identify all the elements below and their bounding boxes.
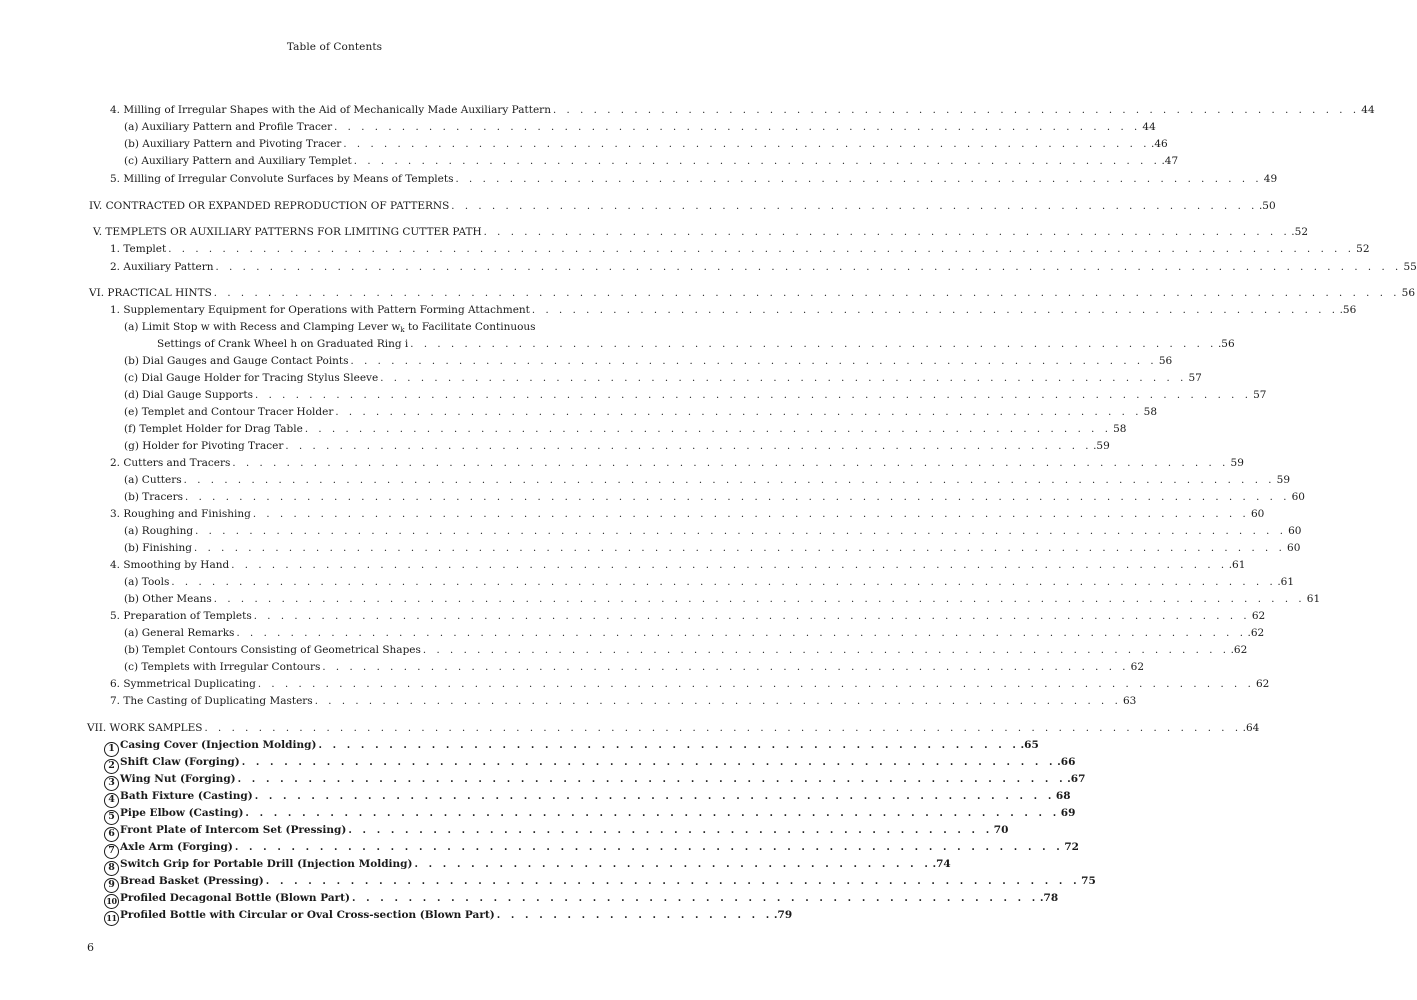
toc-entry (110, 242, 1370, 257)
toc-page-number: 60 (1250, 508, 1265, 520)
toc-entry-title: (b) Tracers (124, 491, 184, 503)
toc-page-number: 61 (1306, 593, 1321, 605)
toc-entry (124, 137, 1168, 152)
toc-page-number: 56 (1158, 355, 1173, 367)
leader-dots: . . . . . . . . . . . . . . . . . . . . . . . . . . . . . . . . . . . . . . . . . . . . . . . . . . . . . . . . . . . . . . . . . . . . . . . . . . . . . . . . . (213, 594, 1306, 605)
toc-page-number: .56 (1339, 304, 1357, 316)
work-sample-title: Shift Claw (Forging) (120, 756, 240, 768)
toc-entry (124, 405, 1158, 420)
leader-dots: . . . . . . . . . . . . . . . . . . . . . . . . . . . . . . . . . . . . . . . . . . . . . . . . . . . . . . . . . . . . (422, 645, 1230, 656)
toc-entry (124, 154, 1179, 169)
toc-entry-title: 2. Cutters and Tracers (110, 457, 231, 469)
leader-dots: . . . . . . . . . . . . . . . . . . . . . . . . . . . . . . . . . . . . . . . . . . . . . . . . . . . . . . . . . . . . (380, 373, 1187, 384)
work-sample-entry (104, 789, 1071, 808)
toc-entry-text: (a) Limit Stop w with Recess and Clamping Lever w (124, 321, 401, 333)
toc-entry-title: 1. Templet (110, 243, 167, 255)
work-sample-entry (104, 908, 793, 926)
toc-entry (124, 473, 1291, 488)
toc-page-number: 49 (1263, 173, 1278, 185)
toc-page-number: 57 (1188, 372, 1202, 384)
toc-entry-title (104, 908, 497, 926)
leader-dots: . . . . . . . . . . . . . . . . . . . . . . . . . . . . . . . . . . . . . . . . . . . . . . . . . . . . . . . . . . . . . . . . . . . . . . . . . . . (236, 628, 1247, 639)
leader-dots: . . . . . . . . . . . . . . . . . . . . . . . . . . . . . . . . . . . . . . . . . . . . . . . . . . . . . . . . . . . . . . . . . . . . . . . . . . (231, 560, 1228, 571)
toc-entry (110, 303, 1357, 318)
toc-entry-title: 6. Symmetrical Duplicating (110, 678, 256, 690)
toc-entry-title: (c) Dial Gauge Holder for Tracing Stylus Sleeve (124, 372, 379, 384)
toc-entry-title: (c) Auxiliary Pattern and Auxiliary Templet (124, 155, 352, 167)
leader-dots: . . . . . . . . . . . . . . . . . . . . . . . . . . . . . . . . . . . . . . . . . . . . . . . . . . . . . . . . . . . . . . . . . . . . . . . . . . . . . . . . . . . . . . . . (168, 244, 1355, 255)
toc-entry (124, 575, 1295, 590)
leader-dots: . . . . . . . . . . . . . . . . . . . . . . . . . . . . . . . . . . . . . . . . . . . . . . . . . . . . . . . . . . . . . . . . . . . . . . . . . . . . . . . . . (194, 543, 1286, 554)
leader-dots: . . . . . . . . . . . . . . . . . . . . . . . . . . . . . . . . . . . . . . . . . . . . . . . . . . . . . . . . . . . . (451, 201, 1258, 212)
toc-entry-title: (b) Dial Gauges and Gauge Contact Points (124, 355, 349, 367)
toc-page-number: .66 (1057, 756, 1076, 768)
toc-page-number: .61 (1277, 576, 1295, 588)
work-sample-title: Profiled Decagonal Bottle (Blown Part) (120, 892, 350, 904)
toc-chapter-title: VII. WORK SAMPLES (87, 722, 203, 734)
work-sample-entry (104, 891, 1059, 909)
toc-entry (110, 260, 1417, 275)
leader-dots: . . . . . . . . . . . . . . . . . . . . . . . . . . . . . . . . . . . . . . . . . . . . . . . . . . . . . . . . . . . . (334, 122, 1141, 133)
circled-number-badge: 7 (104, 844, 119, 859)
toc-page-number: 60 (1291, 491, 1305, 503)
leader-dots: . . . . . . . . . . . . . . . . . . . . . . . . . . . . . . . . . . . . . . . . . . . . . . . . . . . . . . . . . . . . (552, 105, 1360, 116)
leader-dots: . . . . . . . . . . . . . . . . . . . . . . . . . . . . . . . . . . . . . . . . . . . . . . . . . . . . . . . . . . . . . . . . . . . . . . . . . . (252, 509, 1250, 520)
toc-chapter-title: IV. CONTRACTED OR EXPANDED REPRODUCTION OF PATTERNS (89, 200, 450, 212)
leader-dots: . . . . . . . . . . . . . . . . . . . . . . . . . . . . . . . . . . . . . . . . . . . . . . . . . . . . . . . . . . (265, 876, 1081, 887)
toc-entry-title (104, 806, 245, 825)
toc-entry-title: (b) Auxiliary Pattern and Pivoting Tracer (124, 138, 342, 150)
page-number-footer: 6 (87, 941, 94, 954)
toc-page-number: .56 (1217, 338, 1235, 350)
leader-dots: . . . . . . . . . . . . . . . . . . . . . . . . . . . . . . . . . . . . . . . . . . . . . . . . . (351, 893, 1039, 904)
toc-chapter-title: VI. PRACTICAL HINTS (89, 287, 212, 299)
toc-entry (110, 609, 1266, 624)
toc-entry (124, 439, 1110, 454)
toc-chapter (87, 721, 1260, 736)
toc-entry (110, 456, 1244, 471)
toc-entry-title: 2. Auxiliary Pattern (110, 261, 214, 273)
toc-page-number: 68 (1055, 790, 1071, 802)
toc-page-number: .50 (1258, 200, 1276, 212)
circled-number-badge: 1 (104, 742, 119, 757)
toc-entry-title: 7. The Casting of Duplicating Masters (110, 695, 313, 707)
toc-chapter (89, 286, 1416, 301)
toc-chapter (93, 225, 1308, 240)
work-sample-title: Profiled Bottle with Circular or Oval Cross-section (Blown Part) (120, 909, 495, 921)
work-sample-entry (104, 857, 951, 876)
toc-page-number: .64 (1242, 722, 1260, 734)
toc-entry (124, 660, 1145, 675)
toc-page-number: 59 (1230, 457, 1244, 469)
work-sample-title: Bread Basket (Pressing) (120, 875, 264, 887)
leader-dots: . . . . . . . . . . . . . . . . . . . . . . . . . . . . . . . . . . . . . . . . . . . . . . . . . . . . . . . . . (254, 791, 1055, 802)
toc-page-number: .59 (1093, 440, 1110, 452)
toc-entry (124, 120, 1156, 135)
toc-page-number: 57 (1253, 389, 1267, 401)
leader-dots: . . . . . . . . . . . . . . . . . . . . . . . . . . . . . . . . . . . . . . . . . . . . . . . . . . . . . . . . . . . . (285, 441, 1093, 452)
toc-entry-title: 5. Preparation of Templets (110, 610, 252, 622)
work-sample-title: Wing Nut (Forging) (120, 773, 236, 785)
circled-number-badge: 5 (104, 810, 119, 825)
leader-dots: . . . . . . . . . . . . . . . . . . . . . . . . . . . . . . . . . . . . . . . . . . . . . . . . . . . . . . . . . . . . (350, 356, 1158, 367)
toc-page-number: .52 (1291, 226, 1308, 238)
toc-page-number: .47 (1161, 155, 1179, 167)
toc-entry (110, 558, 1246, 573)
running-head: Table of Contents (286, 41, 383, 53)
toc-entry-title: (g) Holder for Pivoting Tracer (124, 440, 284, 452)
toc-entry-title: (a) Tools (124, 576, 170, 588)
leader-dots: . . . . . . . . . . . . . . . . . . . . . . . . . . . . . . . . . . . . . . . . . . . . . . . . . . (318, 740, 1020, 751)
toc-page-number: 55 (1403, 261, 1417, 273)
leader-dots: . . . . . . . . . . . . . . . . . . . . . . . . . . . . . . . . . . . . . . . . . . . . . . . . . . . . . . . . . . . . . . . . . . . . . . . . . . . . . . . . . . . . . . . . (213, 288, 1401, 299)
toc-page-number: .78 (1039, 892, 1059, 904)
leader-dots: . . . . . . . . . . . . . . . . . . . . . . . . . . . . . . . . . . . . . . . . . . . . . . . . . . . . . . . . . . . . . . . . . . . . . . . . . . (232, 458, 1229, 469)
toc-entry-continuation (157, 337, 1235, 352)
toc-page-number: 63 (1123, 695, 1137, 707)
toc-page-number: 56 (1401, 287, 1416, 299)
toc-page-number: 62 (1255, 678, 1270, 690)
leader-dots: . . . . . . . . . . . . . . . . . . . . . . . . . . . . . . . . . . . . . . . . . . . . . . . . . . . . . . . . . . . . (314, 696, 1122, 707)
toc-chapter-title: V. TEMPLETS OR AUXILIARY PATTERNS FOR LIMITING CUTTER PATH (93, 226, 482, 238)
leader-dots: . . . . . . . . . . . . . . . . . . . . . . . . . . . . . . . . . . . . . . . . . . . . . . . . . . . . . . . . . . . . . . . . . . . . . . . . . . . . . . . . . . (171, 577, 1277, 588)
leader-dots: . . . . . . . . . . . . . . . . . . . . . . . . . . . . . . . . . . . . . . . . . . . . . . . . . . . . . . . . . . . . . . . . . . . . . . . . . . (253, 611, 1251, 622)
leader-dots: . . . . . . . . . . . . . . . . . . . . . . . . . . . . . . . . . . . . . . . . . . . . . . . . . . . . . . . . . . . . . . . . . . . . . . . . . . . . . (204, 723, 1242, 734)
toc-page-number: 44 (1142, 121, 1156, 133)
toc-entry-title: Settings of Crank Wheel h on Graduated Ring i (157, 338, 409, 350)
work-sample-title: Switch Grip for Portable Drill (Injection Molding) (120, 858, 413, 870)
toc-entry (124, 626, 1265, 641)
toc-page-number: .79 (773, 909, 793, 921)
toc-page-number: .46 (1151, 138, 1168, 150)
circled-number-badge: 4 (104, 793, 119, 808)
work-sample-entry (104, 874, 1096, 893)
leader-dots: . . . . . . . . . . . . . . . . . . . . . . . . . . . . . . . . . . . . . . . . . . . . . . . . . . . . . . . . . . (241, 757, 1057, 768)
toc-entry-title: (b) Finishing (124, 542, 193, 554)
toc-entry-title (124, 320, 536, 337)
toc-entry-title: 1. Supplementary Equipment for Operations with Pattern Forming Attachment (110, 304, 530, 316)
toc-page-number: 62 (1130, 661, 1145, 673)
toc-entry-title: 3. Roughing and Finishing (110, 508, 251, 520)
toc-entry-title: 4. Smoothing by Hand (110, 559, 230, 571)
leader-dots: . . . . . . . . . . . . . . . . . . . . (496, 910, 773, 921)
leader-dots: . . . . . . . . . . . . . . . . . . . . . . . . . . . . . . . . . . . . . . . . . . . . . . . . . . . . . . . . . . . . (455, 174, 1263, 185)
leader-dots: . . . . . . . . . . . . . . . . . . . . . . . . . . . . . . . . . . . . . . . . . . . . . . . . . . . . . . . . . . . . . . . . . . . . . . . . . . . . . . . . . (183, 475, 1276, 486)
toc-entry-title: (b) Other Means (124, 593, 212, 605)
work-sample-title: Axle Arm (Forging) (120, 841, 233, 853)
toc-page-number: 58 (1113, 423, 1127, 435)
toc-entry-title: 5. Milling of Irregular Convolute Surfaces by Means of Templets (110, 173, 454, 185)
toc-entry (124, 592, 1321, 607)
toc-entry (110, 507, 1265, 522)
toc-entry (124, 643, 1248, 658)
toc-page-number: 52 (1356, 243, 1370, 255)
toc-page-number: 60 (1287, 542, 1301, 554)
toc-entry-title (104, 823, 348, 842)
toc-entry (124, 422, 1127, 437)
toc-entry (110, 677, 1270, 692)
leader-dots: . . . . . . . . . . . . . . . . . . . . . . . . . . . . . . . . . . . . . . . . . . . . . . . . . . . . . . . . . . . . . . . . . . . . . . . . . . (257, 679, 1255, 690)
toc-page-number: 59 (1276, 474, 1291, 486)
circled-number-badge: 8 (104, 861, 119, 876)
leader-dots: . . . . . . . . . . . . . . . . . . . . . . . . . . . . . . . . . . . . . . . . . . . . . . . . . . . . . . . . . . . . (410, 339, 1217, 350)
circled-number-badge: 11 (104, 911, 119, 926)
toc-entry-text-continued: to Facilitate Continuous (404, 321, 536, 333)
toc-entry (110, 694, 1137, 709)
work-sample-title: Casing Cover (Injection Molding) (120, 739, 317, 751)
toc-entry (124, 354, 1173, 369)
leader-dots: . . . . . . . . . . . . . . . . . . . . . . . . . . . . . . . . . . . . . . . . . . . . . . . . . . . . . . . . . . . . . . . . . . . . . . . . . . . . . . . . . . . . . . . . (215, 262, 1402, 273)
toc-entry-title: (d) Dial Gauge Supports (124, 389, 254, 401)
toc-entry-title: (a) Roughing (124, 525, 194, 537)
toc-entry (110, 172, 1278, 187)
subscript: k (400, 326, 405, 334)
toc-entry-title: (a) General Remarks (124, 627, 235, 639)
toc-page-number: 69 (1060, 807, 1076, 819)
circled-number-badge: 6 (104, 827, 119, 842)
toc-page-number: 70 (993, 824, 1009, 836)
toc-entry-title: (b) Templet Contours Consisting of Geometrical Shapes (124, 644, 421, 656)
circled-number-badge: 3 (104, 776, 119, 791)
toc-page-number: .74 (932, 858, 951, 870)
toc-entry-title (104, 755, 242, 774)
toc-entry-title: 4. Milling of Irregular Shapes with the Aid of Mechanically Made Auxiliary Pattern (110, 104, 551, 116)
leader-dots: . . . . . . . . . . . . . . . . . . . . . . . . . . . . . . . . . . . . . . . . . . . . . . . . . . . . . . . . . . . (234, 842, 1064, 853)
toc-page-number: 58 (1143, 406, 1158, 418)
circled-number-badge: 9 (104, 878, 119, 893)
work-sample-title: Front Plate of Intercom Set (Pressing) (120, 824, 347, 836)
toc-entry (124, 388, 1267, 403)
circled-number-badge: 2 (104, 759, 119, 774)
work-sample-entry (104, 738, 1039, 757)
toc-entry (124, 490, 1305, 505)
toc-page-number: .62 (1247, 627, 1265, 639)
toc-entry-title (104, 874, 266, 893)
toc-chapter (89, 199, 1276, 214)
leader-dots: . . . . . . . . . . . . . . . . . . . . . . . . . . . . . . . . . . . . . . . . . . . . . . . . . . . . . . . . . . . . (335, 407, 1143, 418)
leader-dots: . . . . . . . . . . . . . . . . . . . . . . . . . . . . . . . . . . . . . . . . . . . . . . . . . . . . . . . . . . . . (322, 662, 1130, 673)
toc-page-number: 44 (1361, 104, 1375, 116)
toc-page-number: 62 (1251, 610, 1266, 622)
leader-dots: . . . . . . . . . . . . . . . . . . . . . . . . . . . . . . . . . . . . . . . . . . . . . . (348, 825, 993, 836)
work-sample-title: Pipe Elbow (Casting) (120, 807, 244, 819)
toc-entry (124, 320, 601, 337)
toc-entry (110, 103, 1375, 118)
work-sample-entry (104, 772, 1086, 791)
toc-page-number: 75 (1081, 875, 1096, 887)
work-sample-title: Bath Fixture (Casting) (120, 790, 253, 802)
toc-entry-title (104, 789, 255, 808)
toc-entry (124, 371, 1202, 386)
toc-page-number: .65 (1020, 739, 1039, 751)
toc-entry-title (104, 738, 318, 757)
circled-number-badge: 10 (104, 894, 119, 909)
leader-dots: . . . . . . . . . . . . . . . . . . . . . . . . . . . . . . . . . . . . . . . . . . . . . . . . . . . . . . . . . . . . . . . . . . . . . . . . . . (255, 390, 1252, 401)
leader-dots: . . . . . . . . . . . . . . . . . . . . . . . . . . . . . . . . . . . . . (414, 859, 932, 870)
toc-entry-title (104, 840, 235, 859)
leader-dots: . . . . . . . . . . . . . . . . . . . . . . . . . . . . . . . . . . . . . . . . . . . . . . . . . . . . . . . . . . . . . . . . . . . . . . . . . . . . . . . . . (195, 526, 1287, 537)
leader-dots: . . . . . . . . . . . . . . . . . . . . . . . . . . . . . . . . . . . . . . . . . . . . . . . . . . . . . . . . . . . (237, 774, 1067, 785)
toc-page-number: 60 (1288, 525, 1302, 537)
toc-entry-title (104, 857, 414, 876)
toc-entry-title (104, 891, 352, 909)
leader-dots: . . . . . . . . . . . . . . . . . . . . . . . . . . . . . . . . . . . . . . . . . . . . . . . . . . . . . . . . . . . . (304, 424, 1112, 435)
leader-dots: . . . . . . . . . . . . . . . . . . . . . . . . . . . . . . . . . . . . . . . . . . . . . . . . . . . . . . . . . . . . (343, 139, 1150, 150)
leader-dots: . . . . . . . . . . . . . . . . . . . . . . . . . . . . . . . . . . . . . . . . . . . . . . . . . . . . . . . . . . . . (483, 227, 1291, 238)
toc-entry-title: (c) Templets with Irregular Contours (124, 661, 321, 673)
toc-entry (124, 541, 1301, 556)
toc-entry-title: (f) Templet Holder for Drag Table (124, 423, 303, 435)
toc-entry-title (104, 772, 238, 791)
work-sample-entry (104, 755, 1076, 774)
leader-dots: . . . . . . . . . . . . . . . . . . . . . . . . . . . . . . . . . . . . . . . . . . . . . . . . . . . . . . . . . . . . (531, 305, 1339, 316)
toc-entry-title: (a) Cutters (124, 474, 182, 486)
toc-page-number: 72 (1064, 841, 1079, 853)
work-sample-entry (104, 840, 1079, 859)
toc-page-number: .67 (1067, 773, 1086, 785)
toc-page-number: .62 (1230, 644, 1248, 656)
work-sample-entry (104, 806, 1076, 825)
toc-entry-title: (a) Auxiliary Pattern and Profile Tracer (124, 121, 333, 133)
toc-entry-title: (e) Templet and Contour Tracer Holder (124, 406, 334, 418)
work-sample-entry (104, 823, 1009, 842)
leader-dots: . . . . . . . . . . . . . . . . . . . . . . . . . . . . . . . . . . . . . . . . . . . . . . . . . . . . . . . . . . . . (353, 156, 1161, 167)
toc-entry (124, 524, 1302, 539)
leader-dots: . . . . . . . . . . . . . . . . . . . . . . . . . . . . . . . . . . . . . . . . . . . . . . . . . . . . . . . . . . . . . . . . . . . . . . . . . . . . . . . . . . (185, 492, 1290, 503)
toc-page-number: .61 (1228, 559, 1246, 571)
leader-dots: . . . . . . . . . . . . . . . . . . . . . . . . . . . . . . . . . . . . . . . . . . . . . . . . . . . . . . . . . . (245, 808, 1060, 819)
